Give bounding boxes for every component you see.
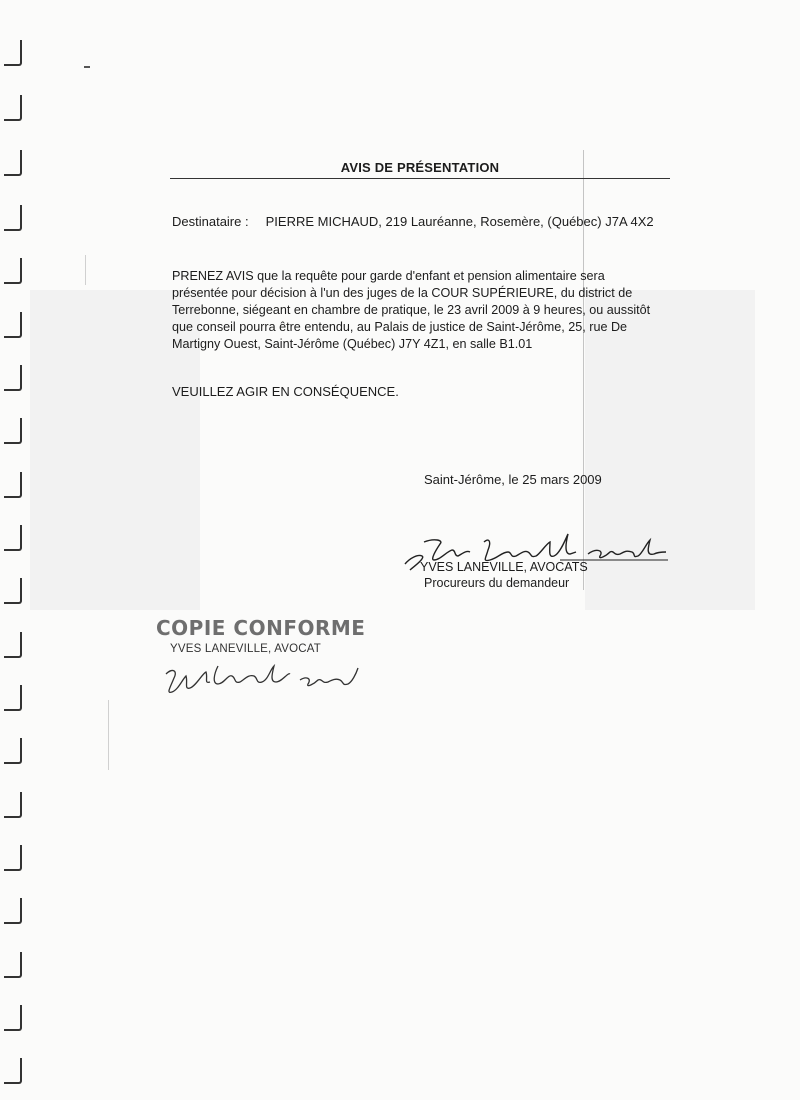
stamp-signature bbox=[162, 660, 362, 700]
closing-statement: VEUILLEZ AGIR EN CONSÉQUENCE. bbox=[172, 384, 399, 399]
notice-line: que conseil pourra être entendu, au Palais de justice de Saint-Jérôme, 25, rue De bbox=[172, 320, 628, 334]
title-underline bbox=[170, 178, 670, 179]
notice-line: Terrebonne, siégeant en chambre de pratique, le 23 avril 2009 à 9 heures, ou aussitôt bbox=[172, 303, 651, 317]
lawyer-role: Procureurs du demandeur bbox=[424, 576, 570, 590]
binder-holes bbox=[0, 0, 30, 1100]
addressee-value: PIERRE MICHAUD, 219 Lauréanne, Rosemère, (Québec) J7A 4X2 bbox=[265, 214, 654, 229]
addressee-line bbox=[172, 214, 654, 229]
place-date: Saint-Jérôme, le 25 mars 2009 bbox=[424, 472, 602, 487]
notice-line: PRENEZ AVIS que la requête pour garde d'enfant et pension alimentaire sera bbox=[172, 269, 605, 283]
stamp-title: COPIE CONFORME bbox=[156, 616, 366, 640]
notice-paragraph bbox=[172, 268, 672, 353]
stamp-name: YVES LANEVILLE, AVOCAT bbox=[170, 643, 321, 655]
document-title: AVIS DE PRÉSENTATION bbox=[340, 160, 500, 175]
lawyer-name: YVES LANEVILLE, AVOCATS bbox=[420, 560, 588, 574]
notice-line: présentée pour décision à l'un des juges de la COUR SUPÉRIEURE, du district de bbox=[172, 286, 633, 300]
notice-line: Martigny Ouest, Saint-Jérôme (Québec) J7Y 4Z1, en salle B1.01 bbox=[172, 337, 533, 351]
addressee-label: Destinataire : bbox=[172, 214, 249, 229]
